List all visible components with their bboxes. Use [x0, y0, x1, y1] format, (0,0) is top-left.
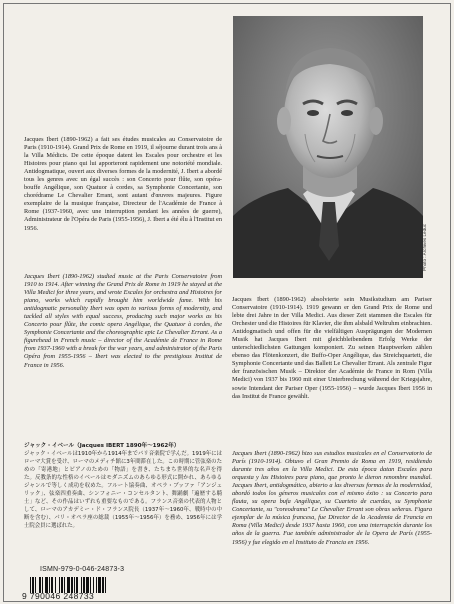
composer-portrait [233, 16, 423, 278]
english-biography [24, 273, 222, 370]
german-biography [232, 296, 432, 401]
english-text: Jacques Ibert (1890-1962) studied music at the Paris Conservatoire from 1910 to 1914. After winning the Grand Prix de Rome in 1919 he stayed at the Villa Medici for three years, and wrote Escales for orchestra and Histoires for piano, works which rapidly brought him worldwide fame. With his antidogmatic personality Ibert was open to various forms of modernity, and tackled all styles with equal success, producing such major works as his Concerto pour flûte, the comic opera Angélique, the Quatuor à cordes, the Symphonie Concertante and the choreographic epic Le Chevalier Errant. As a figurehead in French music – director of the Académie de France in Rome from 1937-1960 with a break for the war years, and administrator of the Paris Opéra from 1955-1956 – Ibert was elected to the prestigious Institut de France in 1956. [24, 273, 222, 369]
portrait-photo-image [233, 16, 423, 278]
spanish-text: Jacques Ibert (1890-1962) hizo sus estudios musicales en el Conservatorio de París (1910-1914). Obtuvo el Gran Premio de Roma en 1919, residiendo durante tres años en la Villa Medici. De esta época datan Escales para orquesta y las Histoires para piano, que pronto le dieron renombre mundial. Jacques Ibert, antidogmático, abierto a las diversas formas de la modernidad, abordó todos los géneros musicales con el mismo éxito : su Concerto para flauta, su opera bufa Angélique, su Cuarteto de cuerdas, su Symphonie Concertante, su "coreodrama" Le Chevalier Errant son obras señeras. Figura ejemplar de la música francesa, fue Director de la Academia de Francia en Roma (Villa Medici) desde 1937 hasta 1960, con una interrupción durante los años de la guerra. Fue también administrador de la Opera de París (1955-1956) y fue elegido en el Instituto de Francia en 1956. [232, 450, 432, 546]
photo-credit-text: Photo : Archives Leduc [422, 224, 427, 271]
ismn-label: ISMN-979-0-046-24873-3 [40, 566, 125, 573]
spanish-biography [232, 450, 432, 547]
japanese-biography [24, 442, 222, 531]
barcode [22, 577, 140, 599]
german-text: Jacques Ibert (1890-1962) absolvierte sein Musikstudium am Pariser Conservatoire (1910-1914). 1919 gewann er den Grand Prix de Rome und lebte drei Jahre in der Villa Medici. Aus dieser Zeit stammen die Escales für Orchester und die Histoires für Klavier, die ihm alsbald Weltruhm einbrachten. Antidogmatisch und offen für die vielfältigen Ausprägungen der Modernen Musik hat Jacques Ibert mit gleichbleibendem Erfolg Werke der unterschiedlichsten Gattungen komponiert. Zu seinen Hauptwerken zählen ebenso das Flötenkonzert, die Buffo-Oper Angélique, das Streichquartett, die Symphonie Concertante und das Ballett Le Chevalier Errant. Als zentrale Figur der französischen Musik – Direktor der Académie de France in Rom (Villa Medici) von 1937 bis 1960 mit einer Unterbrechung während der Kriegsjahre, sowie Intendant der Pariser Oper (1955-1956) – wurde Jacques Ibert 1956 in das Institut de France gewählt. [232, 296, 432, 400]
photo-credit [422, 185, 430, 275]
japanese-title: ジャック・イベール（Jacques IBERT 1890年〜1962年） [24, 443, 180, 449]
barcode-number: 9 790046 248733 [22, 591, 95, 601]
japanese-text: ジャック・イベールは1910年から1914年までパリ音楽院で学んだ。1919年にはローマ大賞を受け、ローマのメディチ館に3年間滞在した。この時期に管弦楽のための「寄港地」とピアノのための「物語」を書き、たちまち世界的な名声を得た。反教条的な性格のイベールはモダニズムのあらゆる形式に開かれ、あらゆるジャンルで等しく成功を収めた。フルート協奏曲、オペラ・ブッファ「アンジェリック」、弦楽四重奏曲、シンフォニー・コンセルタント、舞踊劇「遍歴する騎士」など、その作品はいずれも重要なものである。フランス音楽の代表的人物として、ローマのアカデミー・ド・フランス院長（1937年〜1960年、戦時中の中断を含む）、パリ・オペラ座の総裁（1955年〜1956年）を務め、1956年には学士院会員に選ばれた。 [24, 451, 222, 530]
french-text: Jacques Ibert (1890-1962) a fait ses études musicales au Conservatoire de Paris (1910-1914). Grand Prix de Rome en 1919, il séjourne durant trois ans à la Villa Médicis. De cette époque datent les Escales pour orchestre et les Histoires pour piano qui lui apporteront rapidement une notoriété mondiale. Antidogmatique, ouvert aux diverses formes de la modernité, J. Ibert a abordé tous les genres avec un égal succès : son Concerto pour flûte, son opéra-bouffe Angélique, son Quatuor à cordes, sa Symphonie Concertante, son chorédrame Le Chevalier Errant, sont autant d'œuvres majeures. Figure exemplaire de la musique française, Directeur de l'Académie de France à Rome (1937-1960, avec une interruption pendant les années de guerre), Administrateur de l'Opéra de Paris (1955-1956), J. Ibert a été élu à l'Institut en 1956. [24, 136, 222, 232]
french-biography [24, 136, 222, 233]
